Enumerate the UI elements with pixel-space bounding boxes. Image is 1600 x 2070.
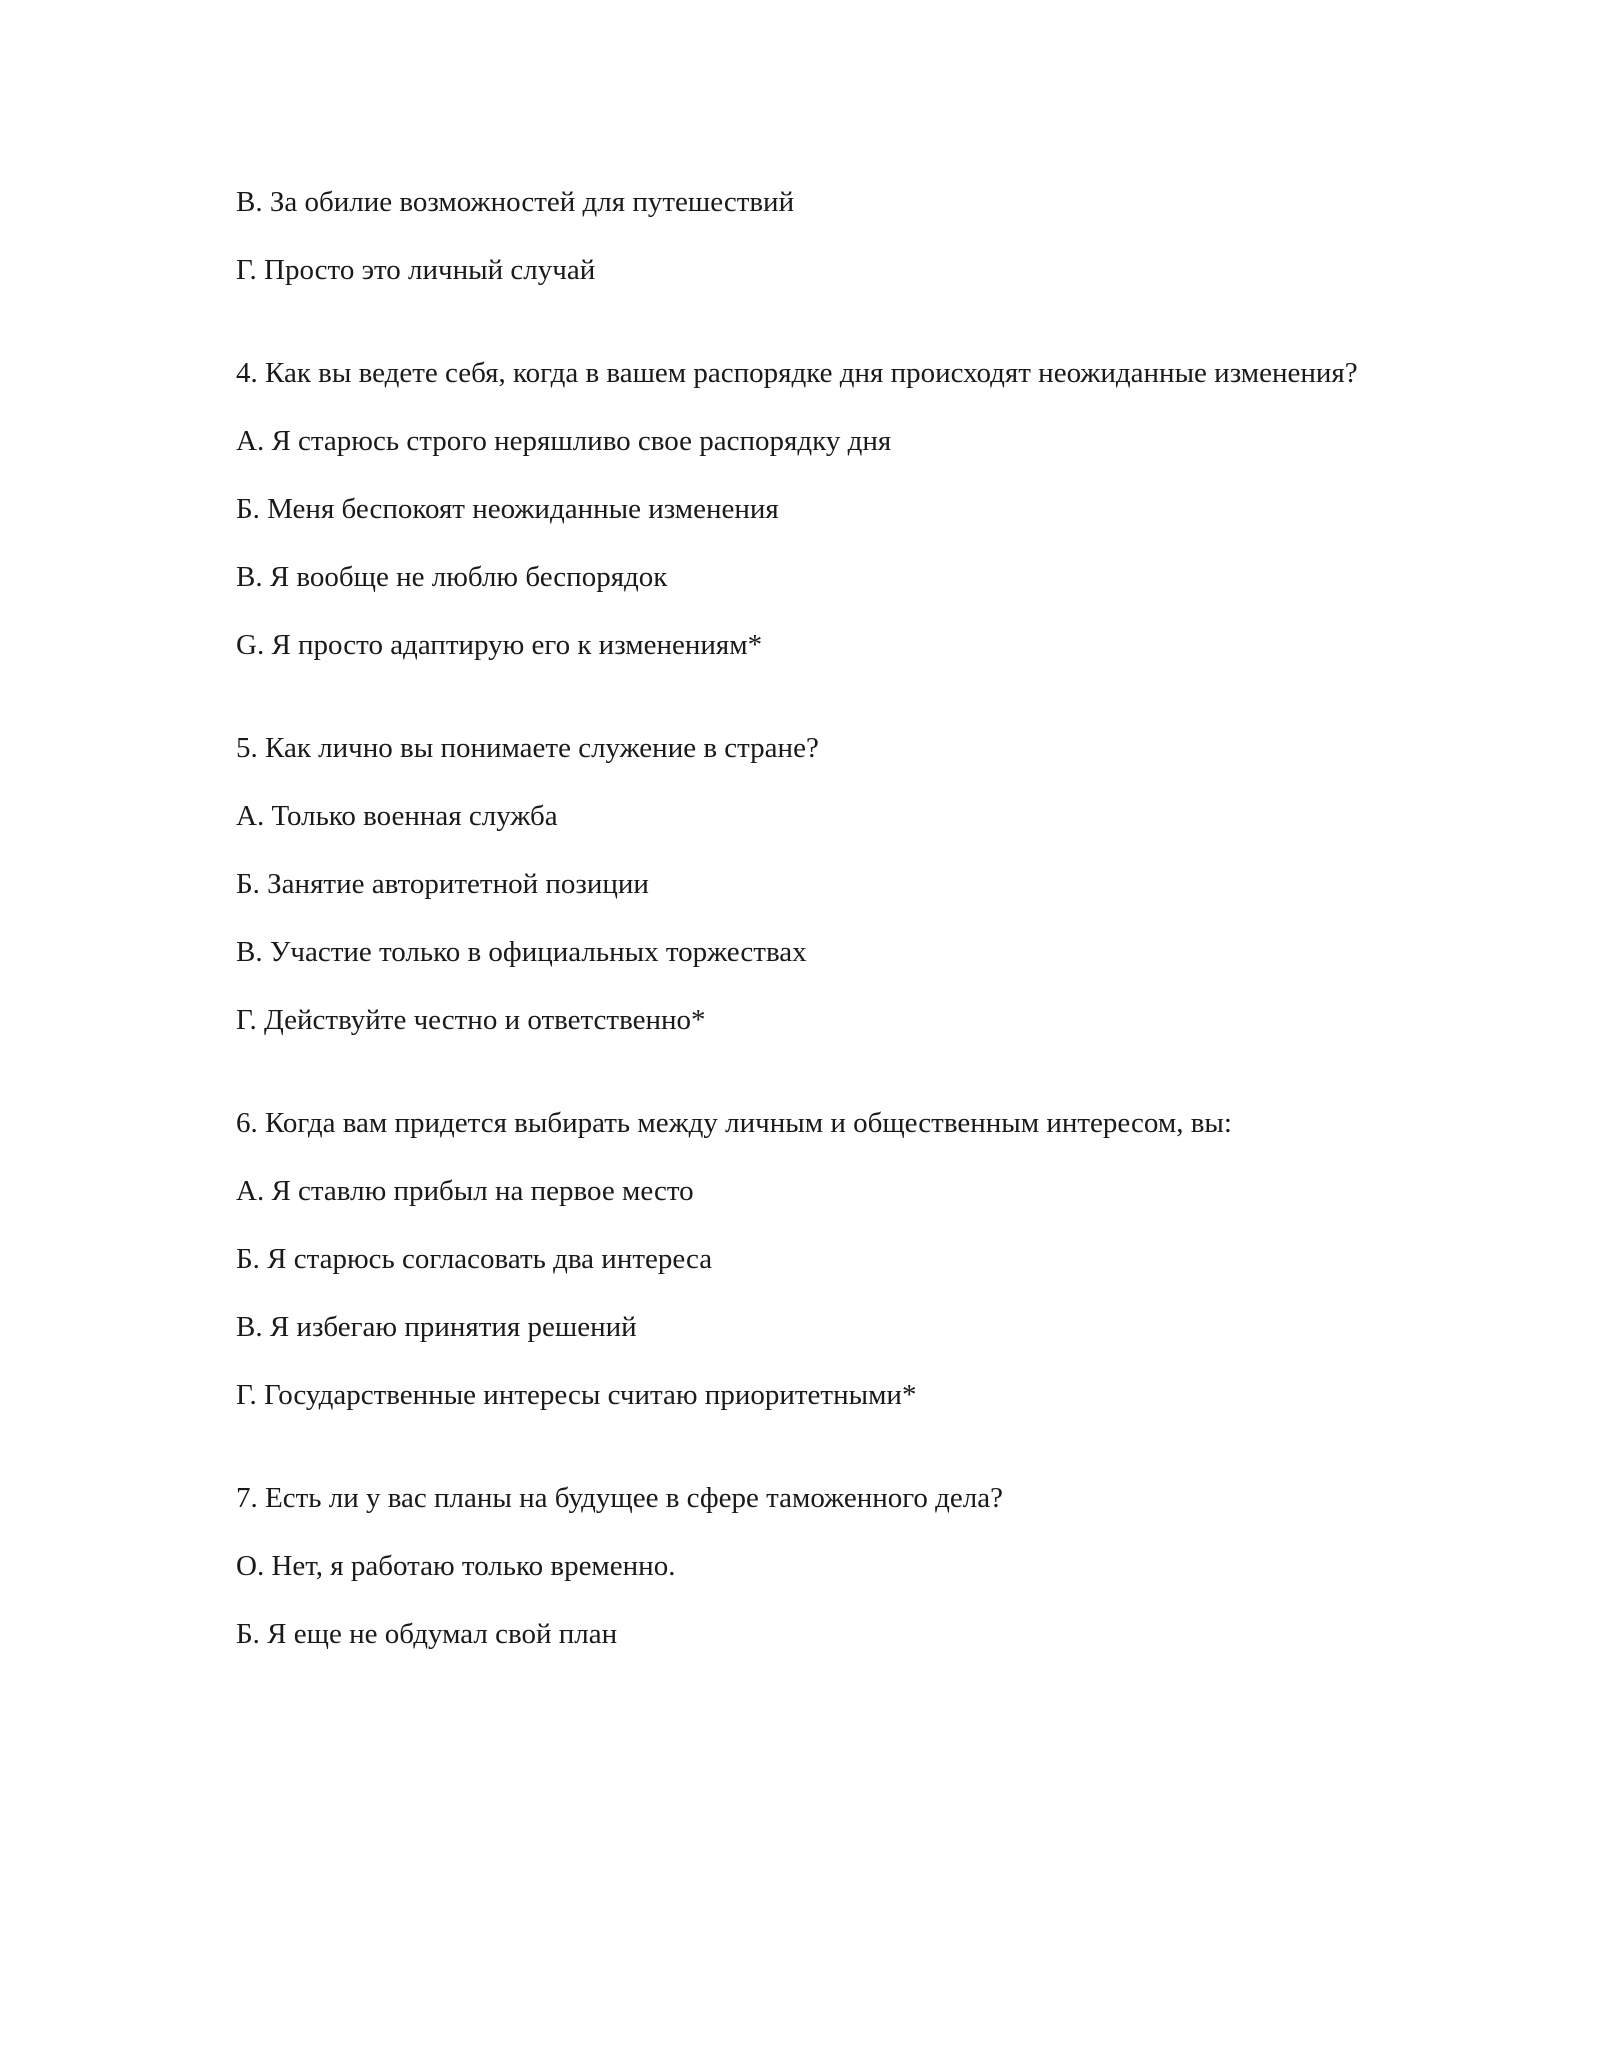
question-block-6 (236, 1103, 1376, 1416)
answer-option: Б. Меня беспокоят неожиданные изменения (236, 493, 779, 525)
question-block-4 (236, 353, 1376, 666)
question-text: 4. Как вы ведете себя, когда в вашем распорядке дня происходят неожиданные изменения? (236, 357, 1358, 389)
question-block-3 (236, 182, 1376, 291)
answer-option: В. Я избегаю принятия решений (236, 1311, 637, 1343)
answer-option: В. Участие только в официальных торжествах (236, 936, 807, 968)
answer-option: О. Нет, я работаю только временно. (236, 1550, 676, 1582)
answer-option: Б. Я еще не обдумал свой план (236, 1618, 618, 1650)
question-text: 5. Как лично вы понимаете служение в стране? (236, 732, 819, 764)
question-block-7 (236, 1478, 1376, 1655)
question-text: 6. Когда вам придется выбирать между личным и общественным интересом, вы: (236, 1107, 1232, 1139)
answer-option: G. Я просто адаптирую его к изменениям* (236, 629, 763, 661)
answer-option: Г. Государственные интересы считаю приоритетными* (236, 1379, 917, 1411)
answer-option: А. Только военная служба (236, 800, 558, 832)
document-body (236, 182, 1376, 1682)
answer-option: Г. Просто это личный случай (236, 254, 596, 286)
answer-option: Г. Действуйте честно и ответственно* (236, 1004, 706, 1036)
answer-option: А. Я старюсь строго неряшливо свое распорядку дня (236, 425, 892, 457)
question-block-5 (236, 728, 1376, 1041)
answer-option: А. Я ставлю прибыл на первое место (236, 1175, 694, 1207)
answer-option: В. Я вообще не люблю беспорядок (236, 561, 668, 593)
answer-option: Б. Я старюсь согласовать два интереса (236, 1243, 713, 1275)
question-text: 7. Есть ли у вас планы на будущее в сфере таможенного дела? (236, 1482, 1003, 1514)
answer-option: Б. Занятие авторитетной позиции (236, 868, 649, 900)
answer-option: В. За обилие возможностей для путешествий (236, 186, 795, 218)
